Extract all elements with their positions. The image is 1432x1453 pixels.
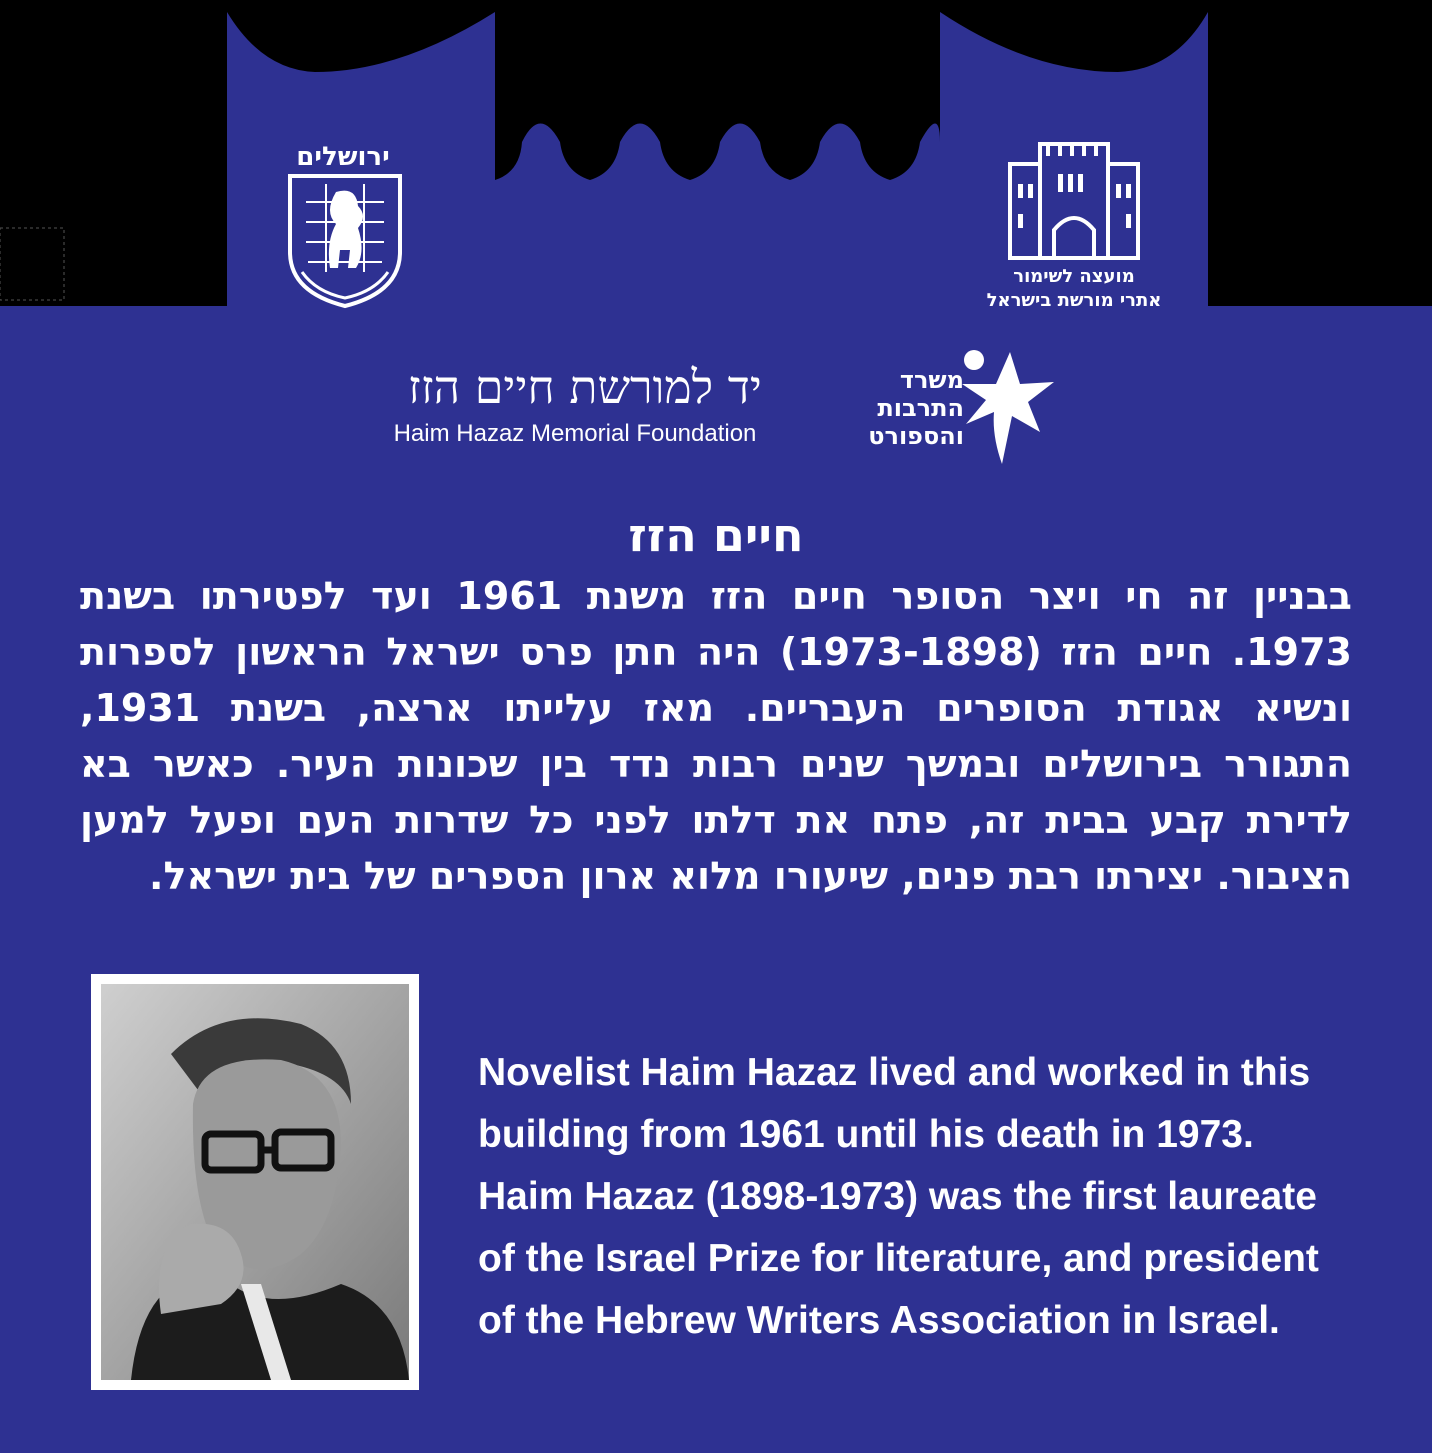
ministry-line-3: והספורט bbox=[868, 422, 964, 450]
ministry-line-2: התרבות bbox=[877, 394, 964, 422]
star-figure-icon bbox=[952, 346, 1058, 468]
ministry-line-1: משרד bbox=[899, 366, 964, 394]
english-description: Novelist Haim Hazaz lived and worked in this building from 1961 until his death in 1973. Haim Hazaz (1898-1973) was the first laureate of the Israel Prize for literature, and president of the Hebrew Writers Association in Israel. bbox=[478, 1051, 1319, 1342]
heritage-building-icon bbox=[1004, 134, 1144, 262]
jerusalem-caption: ירושלים bbox=[296, 142, 390, 172]
preservation-caption-1: מועצה לשימור bbox=[1013, 266, 1135, 287]
portrait-photo bbox=[101, 984, 409, 1380]
jerusalem-emblem-icon bbox=[286, 172, 404, 310]
hebrew-description: בבניין זה חי ויצר הסופר חיים הזז משנת 1961 ועד לפטירתו בשנת 1973. חיים הזז (1973-1898) היה חתן פרס ישראל הראשון לספרות ונשיא אגודת הסופרים העבריים. מאז עלייתו ארצה, בשנת 1931, התגורר בירושלים ובמשך שנים רבות נדד בין שכונות העיר. כאשר בא לדירת קבע בבית זה, פתח את דלתו לפני כל שדרות העם ופעל למען הציבור. יצירתו רבת פנים, שיעורו מלוא ארון הספרים של בית ישראל. bbox=[80, 574, 1352, 898]
preservation-caption-2: אתרי מורשת בישראל bbox=[986, 290, 1162, 311]
page-title: חיים הזז bbox=[628, 508, 804, 562]
foundation-english-name: Haim Hazaz Memorial Foundation bbox=[393, 420, 757, 447]
foundation-hebrew-name: יד למורשת חיים הזז bbox=[408, 360, 762, 414]
portrait-frame bbox=[91, 974, 419, 1390]
